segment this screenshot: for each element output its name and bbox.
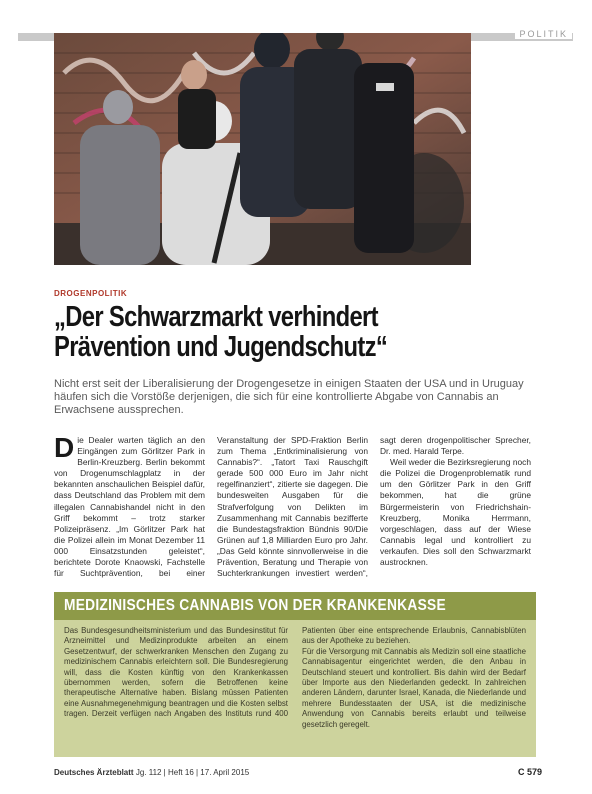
journal-name: Deutsches Ärzteblatt [54, 768, 134, 777]
street-scene-photo-icon [54, 33, 471, 265]
footer-citation [54, 768, 249, 777]
issue-info: Jg. 112 | Heft 16 | 17. April 2015 [135, 768, 250, 777]
section-label: POLITIK [515, 29, 572, 39]
article-headline [54, 302, 448, 362]
info-box-title: MEDIZINISCHES CANNABIS VON DER KRANKENKASSE [64, 597, 446, 614]
article-photo [54, 33, 471, 265]
body-text: ie Dealer warten täglich an den Eingängen zum Görlitzer Park in Berlin-Kreuzberg. Berlin bekommt von Drogenumschlagplatz in der bekannten anschaulichen Beispiel dafür, dass Deutschland das Problem mit dem illegalen Cannabishandel nicht in den Griff bekommt – trotz starker Polizeipräsenz. „Im Görlitzer Park hat die Polizei allein im Monat Dezember 11 000 Einsatzstunden geleistet“, berichtete Dorote Knaowski, Fachstelle für Suchtprävention, bei einer Veranstaltung der SPD-Fraktion Berlin zum Thema „Entkriminalisierung von Cannabis?“. „Tatort Taxi Rauschgift gerade 500 000 Euro im Jahr nicht regelfinanziert“, zitierte sie dagegen. Die bundesweiten Ausgaben für die Strafverfolgung von Delikten im Zusammenhang mit Cannabis bezifferte die Bundestagsfraktion Bündnis 90/Die Grünen auf 1,8 Milliarden Euro pro Jahr. „Das Geld könnte sinnvollerweise in die Prävention, Beratung und Therapie von Suchterkrankungen investiert werden“, sagt deren drogenpolitischer Sprecher, Dr. med. Harald Terpe. [54, 435, 531, 579]
info-box-header [54, 592, 536, 620]
info-box-body [64, 626, 526, 750]
headline-line-1: „Der Schwarzmarkt verhindert [54, 301, 378, 333]
article-lead: Nicht erst seit der Liberalisierung der Drogengesetze in einigen Staaten der USA und in Uruguay häufen sich die Vorstöße derjenigen, die sich für eine kontrollierte Abgabe von Cannabis an Erwachsene aussprechen. [54, 378, 524, 416]
info-box-paragraph: Für die Versorgung mit Cannabis als Medizin soll eine staatliche Cannabisagentur eingerichtet werden, die den Anbau in Deutschland steuert und kontrolliert. Bis dahin wird der Bedarf über Importe aus den Niederlanden gedeckt. In zahlreichen anderen Ländern, darunter Israel, Kanada, die Niederlande und mehrere Bundesstaaten der USA, ist die medizinische Anwendung von Cannabis bereits erlaubt und teilweise gesetzlich geregelt. [302, 646, 526, 729]
drop-cap: D [54, 435, 75, 463]
headline-line-2: Prävention und Jugendschutz“ [54, 331, 388, 363]
body-paragraph: Weil weder die Bezirksregierung noch die Polizei die Drogenproblematik rund um den Görlitzer Park in den Griff bekommen, hat die grüne Bürgermeisterin von Friedrichshain-Kreuzberg, Monika Herrmann, vorgeschlagen, dass auf der Wiese Cannabis legal und kontrolliert zu verkaufen. Dies soll den Schwarzmarkt austrocknen. [380, 457, 531, 568]
info-box [54, 592, 536, 757]
info-box-paragraph: Das Bundesgesundheitsministerium und das Bundesinstitut für Arzneimittel und Medizinprodukte arbeiten an einem Gesetzentwurf, der schwerkranken Menschen den Zugang zu medizinischem Cannabis erleichtern soll. Die Bundesregierung will, dass die Kosten künftig von den Krankenkassen übernommen werden, sofern die Betroffenen keine therapeutische Alternative haben. Bislang müssen Patienten eine Ausnahmegenehmigung beantragen und die Kosten selbst tragen. Derzeit verfügen nach Angaben des Instituts rund 400 Patienten über eine entsprechende Erlaubnis, Cannabisblüten aus der Apotheke zu beziehen. [64, 626, 526, 719]
page-number: C 579 [517, 767, 542, 777]
article-body [54, 435, 531, 583]
article-kicker: DROGENPOLITIK [54, 289, 128, 298]
